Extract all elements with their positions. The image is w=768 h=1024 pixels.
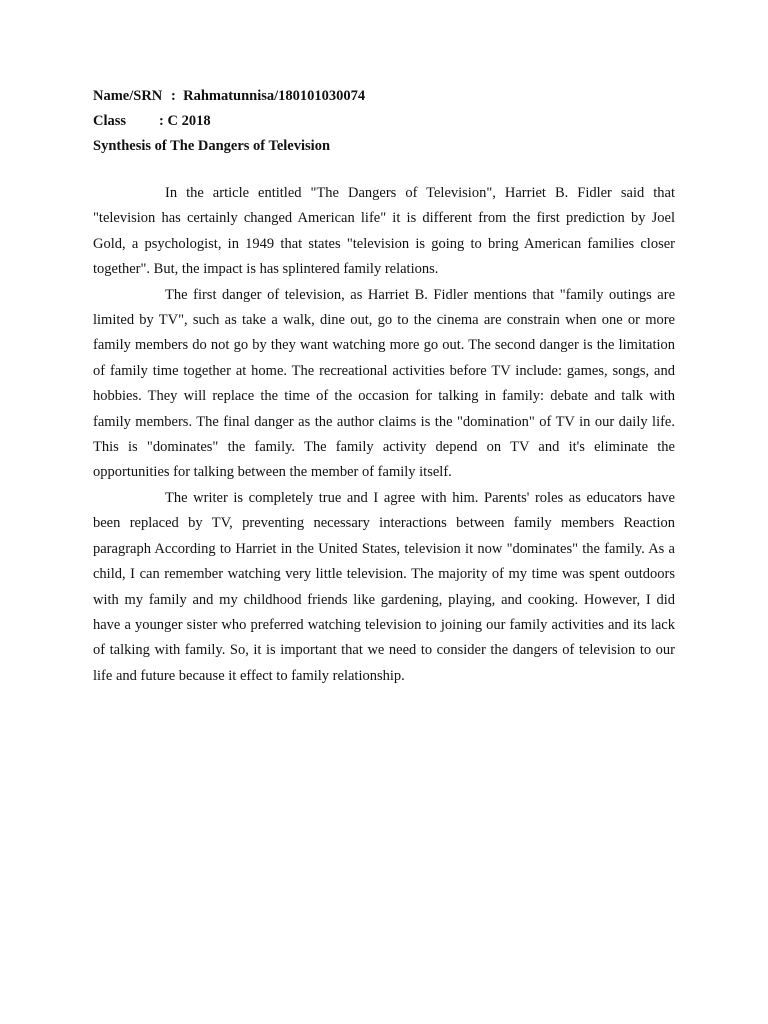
paragraph-3: The writer is completely true and I agree with him. Parents' roles as educators have been replaced by TV, preventing necessary interactions between family members Reaction paragraph According to Harriet in the United States, television it now "dominates" the family. As a child, I can remember watching very little television. The majority of my time was spent outdoors with my family and my childhood friends like gardening, playing, and cooking. However, I did have a younger sister who preferred watching television to joining our family activities and its lack of talking with family. So, it is important that we need to consider the dangers of television to our life and future because it effect to family relationship. (93, 489, 675, 684)
class-value: C 2018 (167, 113, 211, 129)
paragraph-1: In the article entitled "The Dangers of Television", Harriet B. Fidler said that "television has certainly changed American life" it is different from the first prediction by Joel Gold, a psychologist, in 1949 that states "television is going to bring American families closer together". But, the impact is has splintered family relations. (93, 185, 675, 278)
class-label: Class (93, 113, 127, 129)
name-srn-label: Name/SRN (93, 88, 163, 104)
name-srn-value: Rahmatunnisa/180101030074 (183, 88, 366, 104)
name-srn-separator: : (171, 88, 176, 104)
document-title: Synthesis of The Dangers of Television (93, 138, 331, 154)
document-page (93, 84, 675, 689)
paragraph-2: The first danger of television, as Harriet B. Fidler mentions that "family outings are limited by TV", such as take a walk, dine out, go to the cinema are constrain when one or more family members do not go by they want watching more go out. The second danger is the limitation of family time together at home. The recreational activities before TV include: games, songs, and hobbies. They will replace the time of the occasion for talking in family: debate and talk with family members. The final danger as the author claims is the "domination" of TV in our daily life. This is "dominates" the family. The family activity depend on TV and it's eliminate the opportunities for talking between the member of family itself. (93, 286, 675, 481)
class-separator: : (159, 113, 164, 129)
name-srn-row (93, 84, 675, 109)
document-body (93, 181, 675, 689)
class-row (93, 109, 675, 134)
